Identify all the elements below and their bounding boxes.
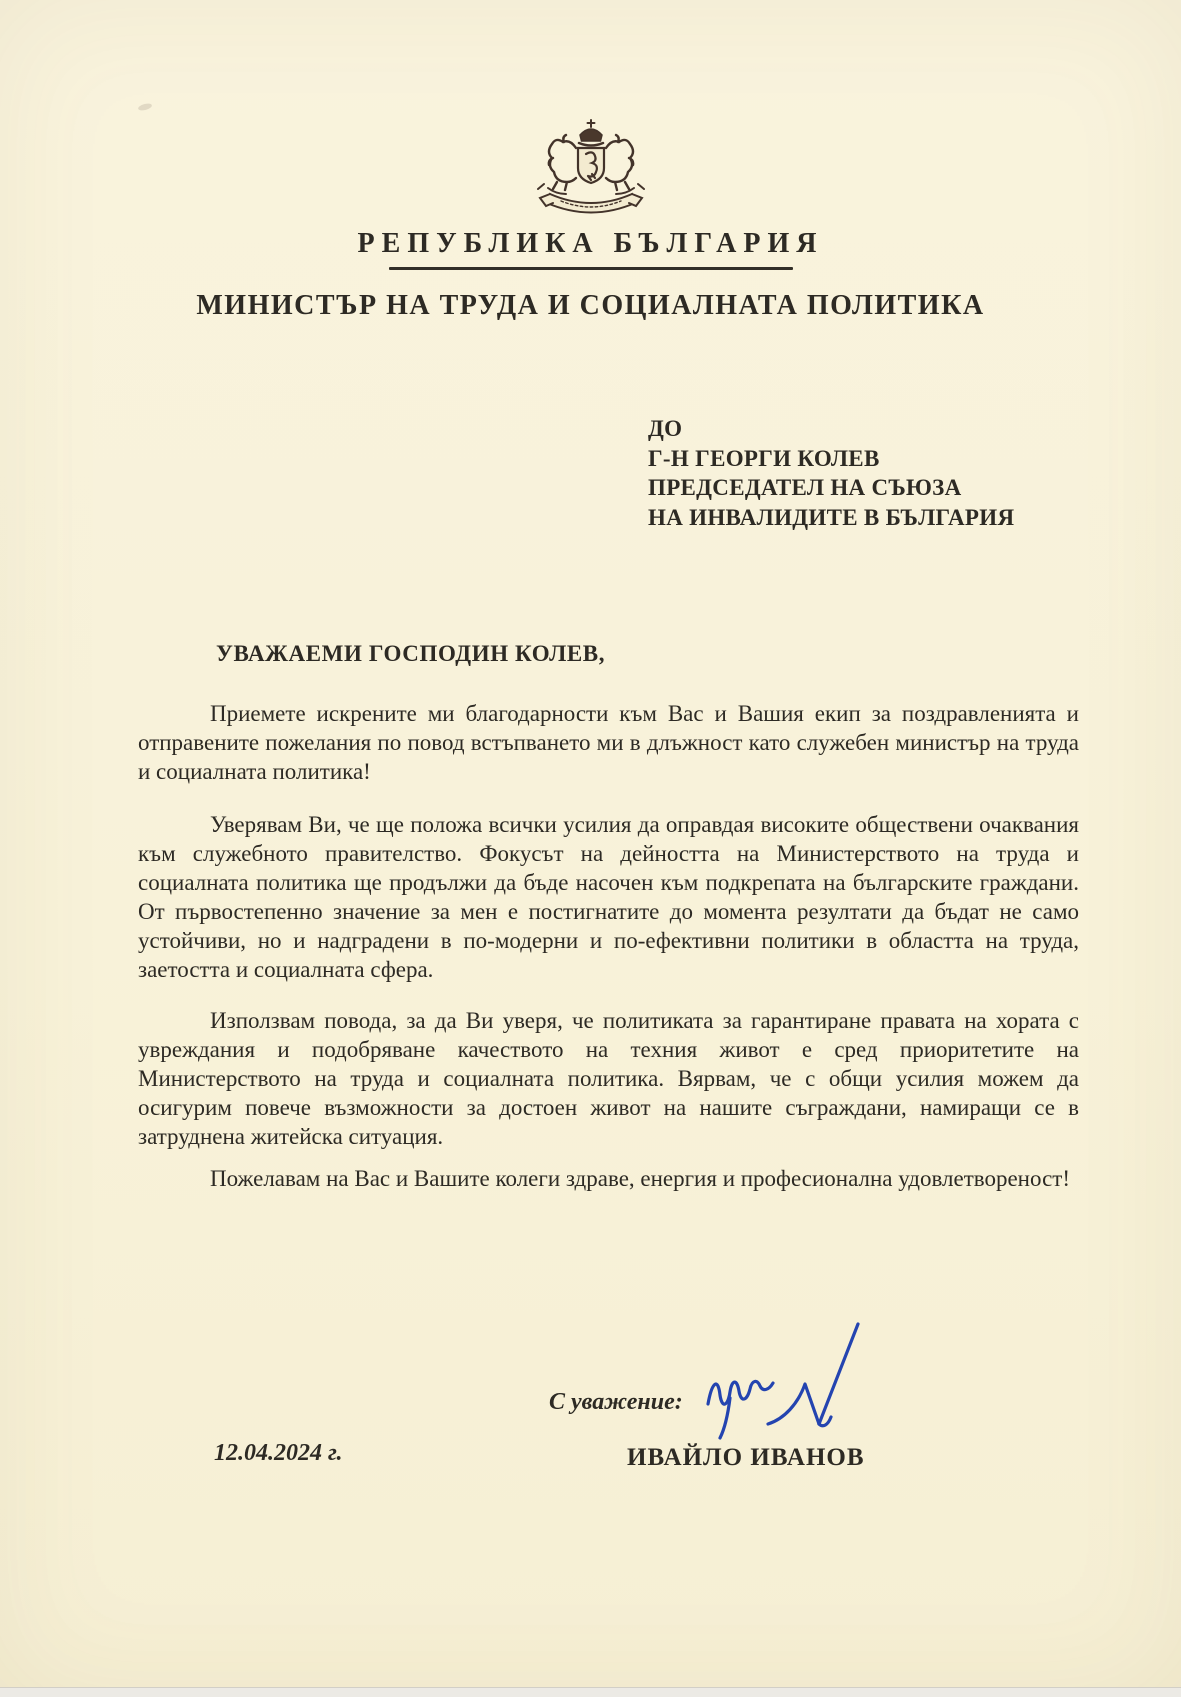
recipient-block — [648, 414, 1014, 532]
salutation: УВАЖАЕМИ ГОСПОДИН КОЛЕВ, — [216, 641, 606, 666]
ministry-heading: МИНИСТЪР НА ТРУДА И СОЦИАЛНАТА ПОЛИТИКА — [196, 290, 985, 321]
closing-phrase: С уважение: — [549, 1389, 683, 1415]
body-paragraph-4: Пожелавам на Вас и Вашите колеги здраве, енергия и професионална удовлетвореност! — [210, 1166, 1070, 1191]
recipient-title-line-2: НА ИНВАЛИДИТЕ В БЪЛГАРИЯ — [648, 504, 1015, 530]
bulgarian-coat-of-arms-icon — [526, 118, 656, 220]
body-paragraph-1: Приемете искрените ми благодарности към Вас и Вашия екип за поздравленията и отправените пожелания по повод встъпването ми в длъжност като служебен министър на труда и социалната политика! — [138, 701, 1079, 784]
signer-name: ИВАЙЛО ИВАНОВ — [627, 1444, 865, 1471]
scan-smudge — [137, 102, 152, 111]
header-rule — [389, 267, 793, 270]
recipient-title-line-1: ПРЕДСЕДАТЕЛ НА СЪЮЗА — [648, 475, 962, 500]
letter-date: 12.04.2024 г. — [214, 1440, 343, 1466]
handwritten-signature — [700, 1312, 865, 1452]
scan-bottom-edge — [0, 1687, 1181, 1697]
body-paragraph-2: Уверявам Ви, че ще положа всички усилия да оправдая високите обществени очаквания към служебното правителство. Фокусът на дейността на Министерството на труда и социалната политика ще продължи да бъде насочен към подкрепата на българските граждани. От първостепенно значение за мен е постигнатите до момента резултати да бъдат не само устойчиви, но и надградени в по-модерни и по-ефективни политики в областта на труда, заетостта и социалната сфера. — [138, 812, 1079, 982]
republic-heading: РЕПУБЛИКА БЪЛГАРИЯ — [357, 228, 824, 259]
body-paragraph-3: Използвам повода, за да Ви уверя, че политиката за гарантиране правата на хората с увреждания и подобряване качеството на техния живот е сред приоритетите на Министерството на труда и социалната политика. Вярвам, че с общи усилия можем да осигурим повече възможности за достоен живот на нашите съграждани, намиращи се в затруднена житейска ситуация. — [138, 1008, 1079, 1149]
recipient-to: ДО — [648, 416, 683, 441]
recipient-name: Г-Н ГЕОРГИ КОЛЕВ — [648, 445, 880, 471]
